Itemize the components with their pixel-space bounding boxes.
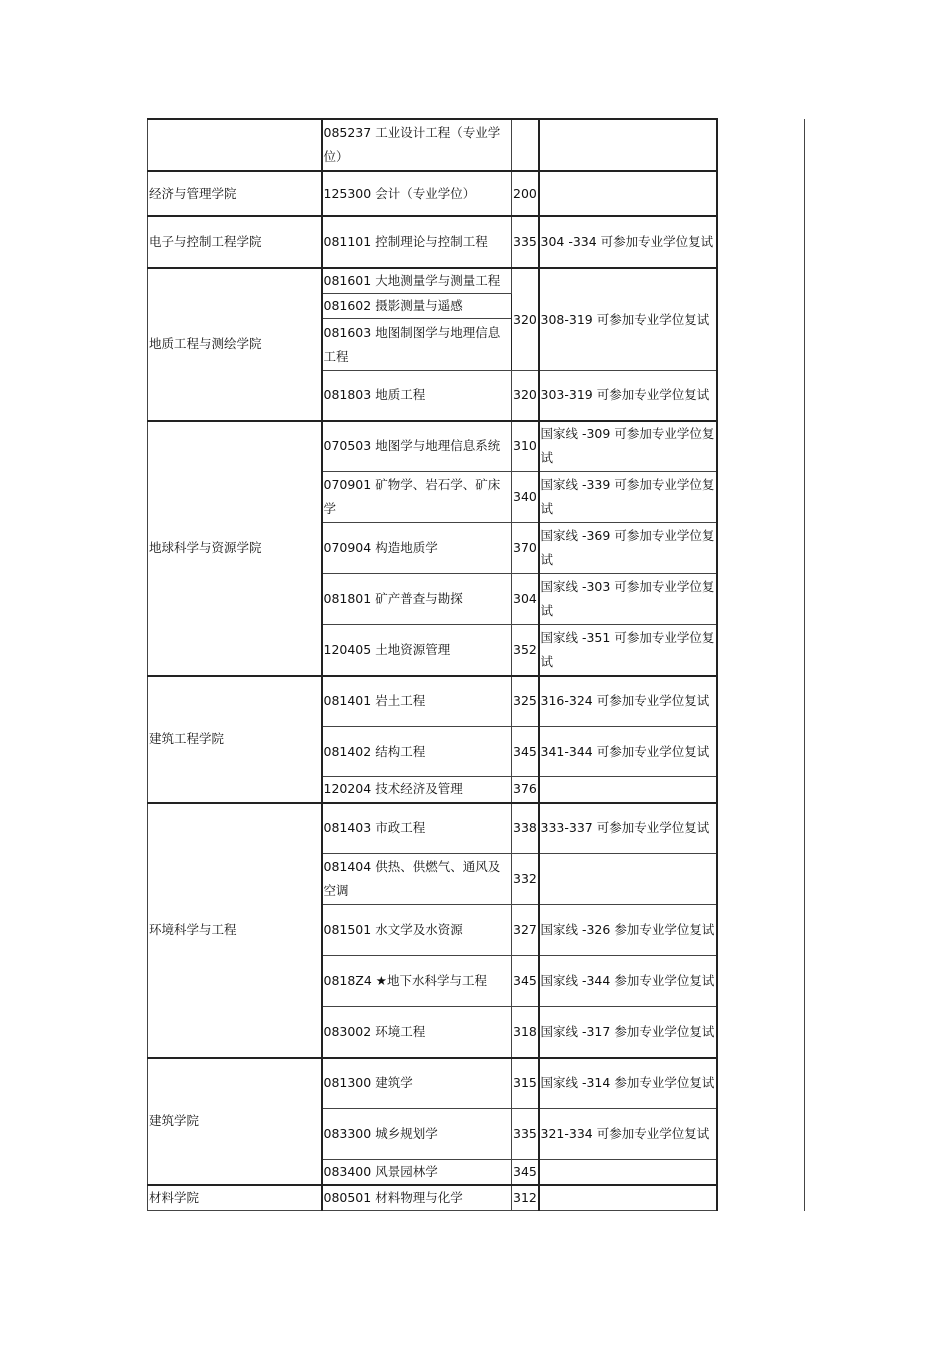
major-cell: 081402 结构工程: [322, 727, 512, 777]
note-cell: 308-319 可参加专业学位复试: [539, 268, 717, 371]
score-cell: 310: [512, 421, 539, 472]
major-cell: 081403 市政工程: [322, 803, 512, 854]
table-row: [148, 171, 805, 216]
table-row: [148, 216, 805, 268]
note-cell: 国家线 -303 可参加专业学位复试: [539, 574, 717, 625]
major-cell: 081803 地质工程: [322, 371, 512, 421]
score-cell: 315: [512, 1058, 539, 1109]
score-cell: 370: [512, 523, 539, 574]
major-cell: 120204 技术经济及管理: [322, 777, 512, 803]
score-cell: 320: [512, 371, 539, 421]
major-cell: 081101 控制理论与控制工程: [322, 216, 512, 268]
college-cell: 地球科学与资源学院: [148, 421, 322, 676]
table-row: [148, 803, 805, 854]
table-row: [148, 421, 805, 472]
score-cell: 325: [512, 676, 539, 727]
score-table: [147, 118, 805, 1211]
score-cell: 312: [512, 1185, 539, 1211]
note-cell: 333-337 可参加专业学位复试: [539, 803, 717, 854]
major-cell: 081801 矿产普查与勘探: [322, 574, 512, 625]
note-cell: 304 -334 可参加专业学位复试: [539, 216, 717, 268]
college-cell: 建筑学院: [148, 1058, 322, 1186]
major-cell: 070503 地图学与地理信息系统: [322, 421, 512, 472]
note-cell: 国家线 -309 可参加专业学位复试: [539, 421, 717, 472]
note-cell: 国家线 -369 可参加专业学位复试: [539, 523, 717, 574]
major-cell: 080501 材料物理与化学: [322, 1185, 512, 1211]
score-cell: 304: [512, 574, 539, 625]
score-cell: 332: [512, 854, 539, 905]
note-cell: 303-319 可参加专业学位复试: [539, 371, 717, 421]
score-table-body: [148, 119, 805, 1211]
score-cell: 345: [512, 727, 539, 777]
college-cell: 建筑工程学院: [148, 676, 322, 803]
note-cell: 国家线 -314 参加专业学位复试: [539, 1058, 717, 1109]
score-cell: 345: [512, 1160, 539, 1186]
note-cell: 341-344 可参加专业学位复试: [539, 727, 717, 777]
major-cell: 085237 工业设计工程（专业学位）: [322, 119, 512, 171]
college-cell: 地质工程与测绘学院: [148, 268, 322, 421]
college-cell: 材料学院: [148, 1185, 322, 1211]
college-cell: 环境科学与工程: [148, 803, 322, 1058]
major-cell: 081601 大地测量学与测量工程: [322, 268, 512, 294]
table-row: [148, 268, 805, 294]
major-cell: 083400 风景园林学: [322, 1160, 512, 1186]
score-cell: 340: [512, 472, 539, 523]
table-row: [148, 119, 805, 171]
score-cell: 318: [512, 1007, 539, 1058]
note-cell: 国家线 -344 参加专业学位复试: [539, 956, 717, 1007]
major-cell: 081602 摄影测量与遥感: [322, 294, 512, 319]
major-cell: 070904 构造地质学: [322, 523, 512, 574]
table-row: [148, 676, 805, 727]
note-cell: [539, 1185, 717, 1211]
college-cell: 电子与控制工程学院: [148, 216, 322, 268]
major-cell: 081603 地图制图学与地理信息工程: [322, 319, 512, 371]
major-cell: 125300 会计（专业学位）: [322, 171, 512, 216]
score-cell: 335: [512, 216, 539, 268]
major-cell: 083002 环境工程: [322, 1007, 512, 1058]
score-cell: 352: [512, 625, 539, 676]
note-cell: [539, 119, 717, 171]
score-cell: 345: [512, 956, 539, 1007]
major-cell: 083300 城乡规划学: [322, 1109, 512, 1160]
score-cell: 338: [512, 803, 539, 854]
major-cell: 081300 建筑学: [322, 1058, 512, 1109]
note-cell: 321-334 可参加专业学位复试: [539, 1109, 717, 1160]
note-cell: 国家线 -317 参加专业学位复试: [539, 1007, 717, 1058]
major-cell: 0818Z4 ★地下水科学与工程: [322, 956, 512, 1007]
major-cell: 120405 土地资源管理: [322, 625, 512, 676]
table-row: [148, 1185, 805, 1211]
note-cell: 国家线 -351 可参加专业学位复试: [539, 625, 717, 676]
score-cell: 327: [512, 905, 539, 956]
major-cell: 081404 供热、供燃气、通风及空调: [322, 854, 512, 905]
note-cell: 国家线 -326 参加专业学位复试: [539, 905, 717, 956]
score-cell: 200: [512, 171, 539, 216]
note-cell: [539, 777, 717, 803]
score-cell: 320: [512, 268, 539, 371]
note-cell: 国家线 -339 可参加专业学位复试: [539, 472, 717, 523]
note-cell: [539, 171, 717, 216]
table-row: [148, 1058, 805, 1109]
note-cell: [539, 854, 717, 905]
major-cell: 081501 水文学及水资源: [322, 905, 512, 956]
score-cell: 376: [512, 777, 539, 803]
college-cell: [148, 119, 322, 171]
college-cell: 经济与管理学院: [148, 171, 322, 216]
score-cell: 335: [512, 1109, 539, 1160]
empty-column-cell: [717, 119, 805, 1211]
major-cell: 070901 矿物学、岩石学、矿床学: [322, 472, 512, 523]
score-cell: [512, 119, 539, 171]
note-cell: [539, 1160, 717, 1186]
major-cell: 081401 岩土工程: [322, 676, 512, 727]
note-cell: 316-324 可参加专业学位复试: [539, 676, 717, 727]
